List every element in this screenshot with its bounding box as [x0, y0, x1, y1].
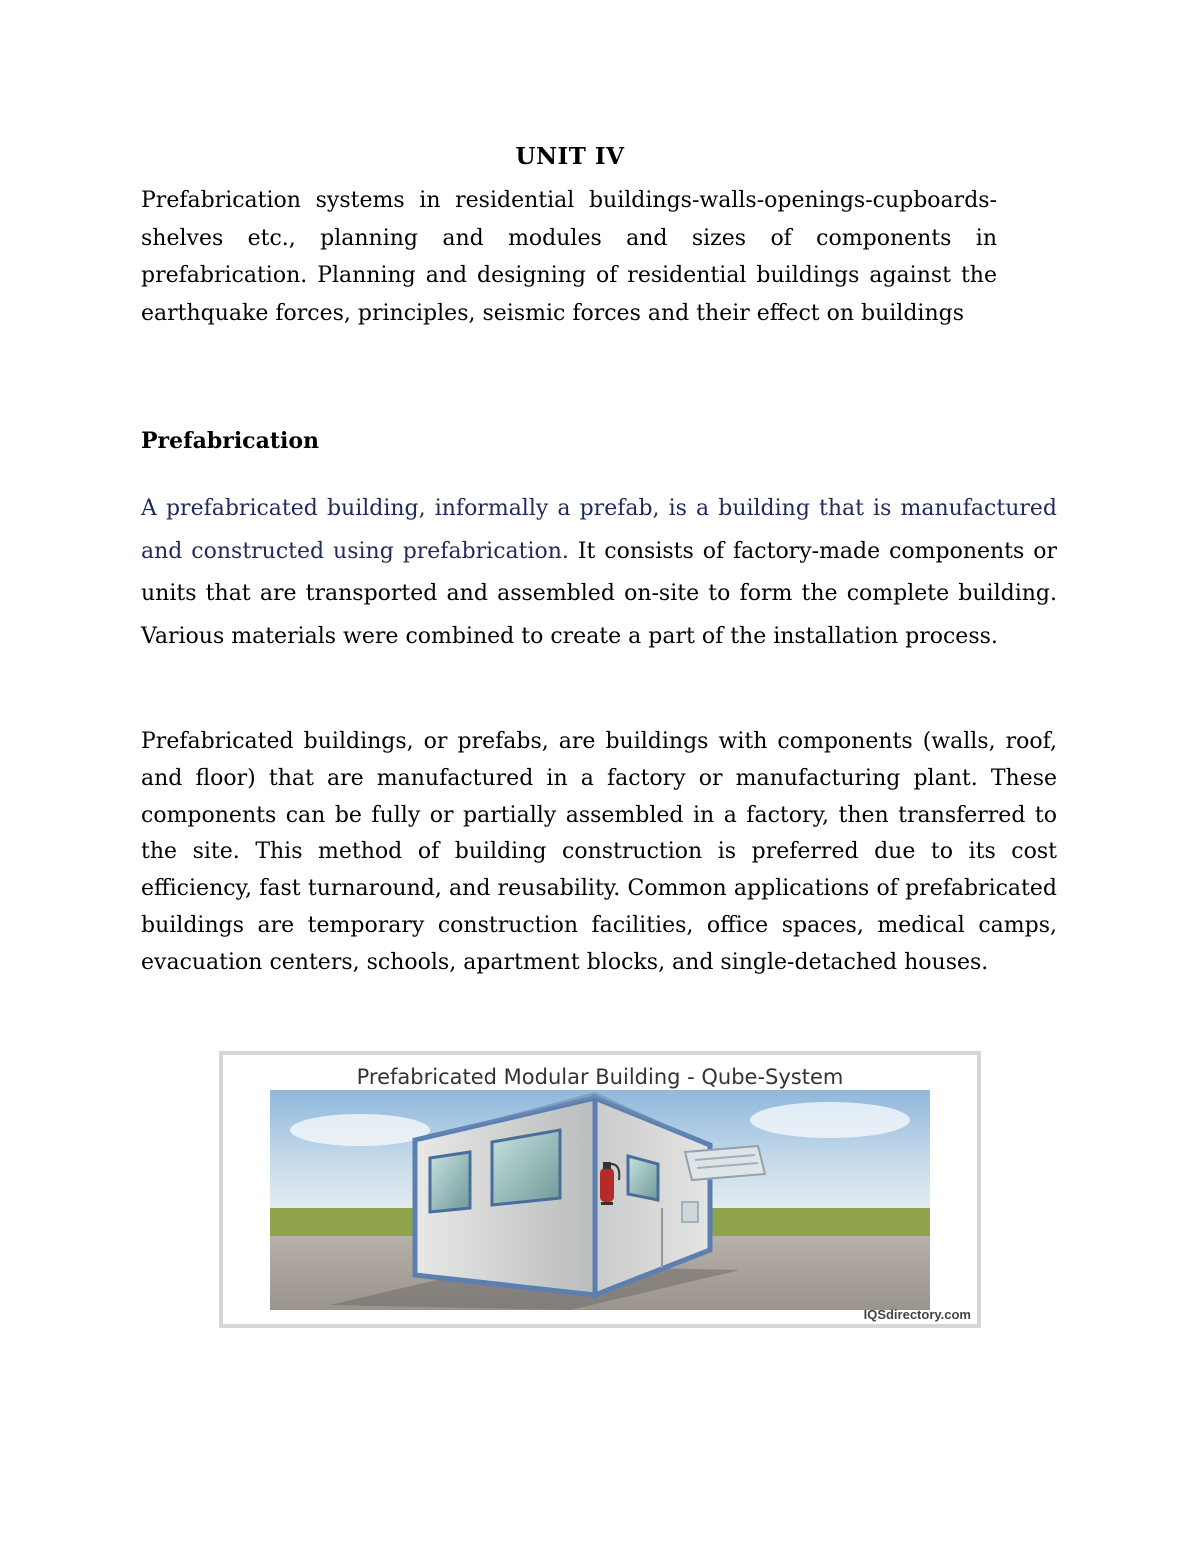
syllabus-text: Prefabrication systems in residential buildings-walls-openings-cupboards-shelves etc., planning and modules and sizes of components in prefabrication. Planning and designing of residential buildings against the earthquake forces, principles, seismic forces and their effect on buildings [141, 188, 997, 326]
figure-caption: Prefabricated Modular Building - Qube-System [356, 1065, 844, 1089]
paragraph-definition [141, 488, 1057, 658]
figure-watermark: IQSdirectory.com [863, 1307, 971, 1322]
window-left [430, 1152, 470, 1212]
page-title: UNIT IV [515, 143, 625, 170]
section-heading: Prefabrication [141, 428, 320, 454]
window-center [492, 1130, 560, 1205]
window-right [628, 1156, 658, 1200]
paragraph-definition-lead: A prefabricated building, informally a prefab, is a building that is manufactured and constructed using prefabrication. [141, 496, 1057, 564]
air-conditioner-unit [685, 1146, 765, 1180]
paragraph-description: Prefabricated buildings, or prefabs, are buildings with components (walls, roof, and floor) that are manufactured in a factory or manufacturing plant. These components can be fully or partially assembled in a factory, then transferred to the site. This method of building construction is preferred due to its cost efficiency, fast turnaround, and reusability. Common applications of prefabricated buildings are temporary construction facilities, office spaces, medical camps, evacuation centers, schools, apartment blocks, and single-detached houses. [141, 729, 1057, 975]
figure-modular-building [219, 1051, 981, 1328]
modular-building-image [270, 1090, 930, 1310]
electrical-box [682, 1202, 698, 1222]
paragraph-definition-rest: It consists of factory-made components or units that are transported and assembled on-site to form the complete building. Various materials were combined to create a part of the installation process. [141, 538, 1057, 649]
